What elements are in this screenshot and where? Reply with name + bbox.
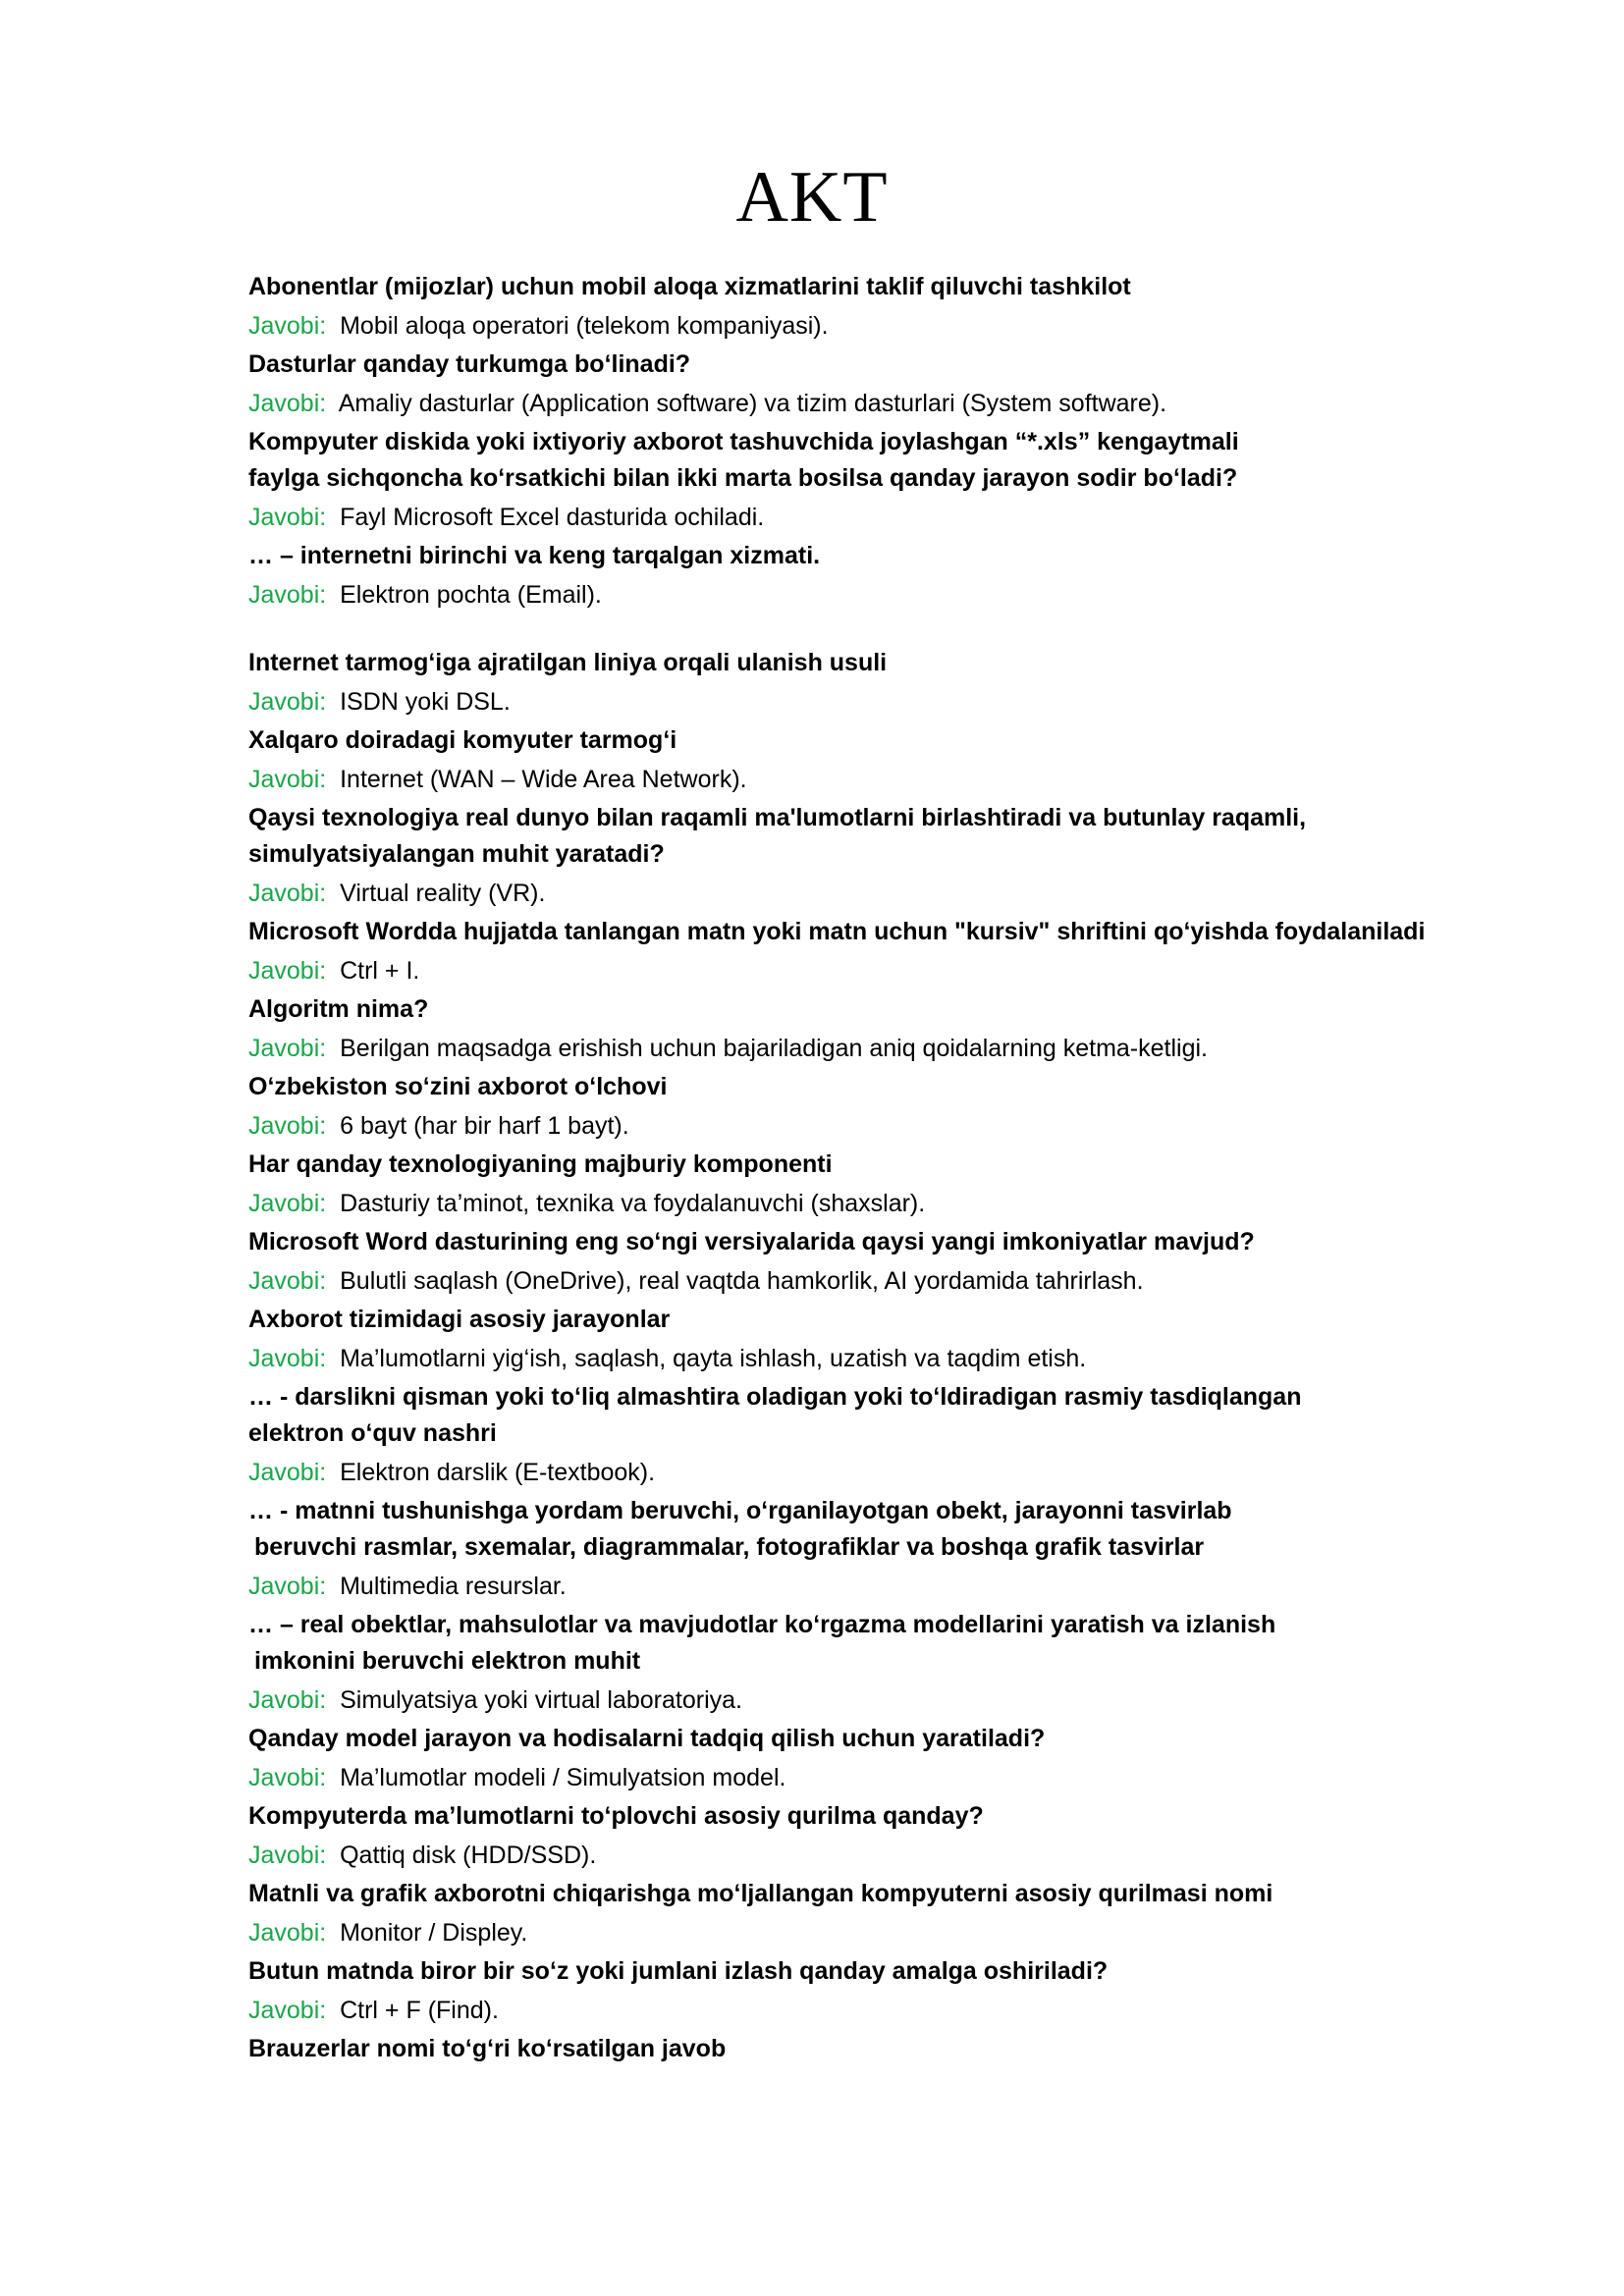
answer-text: Ma’lumotlarni yig‘ish, saqlash, qayta ishlash, uzatish va taqdim etish. bbox=[326, 1345, 1087, 1372]
answer-label: Javobi: bbox=[248, 1997, 327, 2024]
question-line: Qanday model jarayon va hodisalarni tadqiq qilish uchun yaratiladi? bbox=[248, 1725, 1046, 1752]
question bbox=[248, 1379, 1554, 1452]
answer-text: Fayl Microsoft Excel dasturida ochiladi. bbox=[326, 504, 765, 531]
answer bbox=[248, 1680, 1554, 1721]
question-line: Algoritm nima? bbox=[248, 995, 429, 1023]
answer-label: Javobi: bbox=[248, 1190, 327, 1217]
question bbox=[248, 914, 1554, 950]
answer bbox=[248, 1028, 1554, 1069]
question-line: Dasturlar qanday turkumga bo‘linadi? bbox=[248, 350, 691, 378]
answer bbox=[248, 1990, 1554, 2031]
question-line: Butun matnda biror bir so‘z yoki jumlani izlash qanday amalga oshiriladi? bbox=[248, 1957, 1109, 1985]
qa-item bbox=[248, 1379, 1554, 1493]
question-line: Microsoft Word dasturining eng so‘ngi versiyalarida qaysi yangi imkoniyatlar mavjud? bbox=[248, 1228, 1255, 1255]
answer-label: Javobi: bbox=[248, 312, 327, 340]
answer bbox=[248, 759, 1554, 800]
answer-label: Javobi: bbox=[248, 1842, 327, 1869]
question-line: simulyatsiyalangan muhit yaratadi? bbox=[248, 840, 665, 868]
answer-text: Dasturiy ta’minot, texnika va foydalanuvchi (shaxslar). bbox=[326, 1190, 926, 1217]
answer-text: Elektron pochta (Email). bbox=[326, 581, 602, 609]
answer-label: Javobi: bbox=[248, 390, 327, 417]
question-line: Axborot tizimidagi asosiy jarayonlar bbox=[248, 1306, 671, 1333]
question-line: … – internetni birinchi va keng tarqalgan xizmati. bbox=[248, 542, 821, 569]
qa-item bbox=[248, 645, 1554, 722]
answer bbox=[248, 305, 1554, 347]
qa-list bbox=[248, 269, 1554, 2067]
answer-text: Ctrl + F (Find). bbox=[326, 1997, 499, 2024]
question bbox=[248, 1721, 1554, 1757]
question bbox=[248, 1147, 1554, 1183]
qa-item bbox=[248, 1876, 1554, 1953]
answer-label: Javobi: bbox=[248, 1345, 327, 1372]
answer bbox=[248, 681, 1554, 722]
question-line: … – real obektlar, mahsulotlar va mavjudotlar ko‘rgazma modellarini yaratish va izlanish bbox=[248, 1611, 1276, 1638]
question bbox=[248, 1798, 1554, 1835]
question bbox=[248, 347, 1554, 383]
qa-item bbox=[248, 269, 1554, 347]
question-line: Internet tarmog‘iga ajratilgan liniya orqali ulanish usuli bbox=[248, 649, 888, 676]
answer bbox=[248, 1183, 1554, 1224]
question-line: imkonini beruvchi elektron muhit bbox=[254, 1647, 641, 1675]
answer-text: Ctrl + I. bbox=[326, 957, 420, 985]
answer bbox=[248, 1452, 1554, 1493]
qa-item bbox=[248, 424, 1554, 538]
answer-label: Javobi: bbox=[248, 504, 327, 531]
question bbox=[248, 991, 1554, 1028]
answer-label: Javobi: bbox=[248, 1267, 327, 1295]
answer bbox=[248, 497, 1554, 538]
answer-text: Internet (WAN – Wide Area Network). bbox=[326, 766, 747, 793]
qa-item bbox=[248, 800, 1554, 914]
question-line: … - darslikni qisman yoki to‘liq almashtira oladigan yoki to‘ldiradigan rasmiy tasdiqlangan bbox=[248, 1383, 1302, 1411]
question bbox=[248, 1876, 1554, 1912]
question-line: Xalqaro doiradagi komyuter tarmog‘i bbox=[248, 726, 677, 754]
answer-label: Javobi: bbox=[248, 1035, 327, 1062]
answer-text: Ma’lumotlar modeli / Simulyatsion model. bbox=[326, 1764, 786, 1791]
answer-label: Javobi: bbox=[248, 880, 327, 907]
answer bbox=[248, 1338, 1554, 1379]
qa-item bbox=[248, 1493, 1554, 1607]
qa-item bbox=[248, 1069, 1554, 1147]
question-line: Abonentlar (mijozlar) uchun mobil aloqa xizmatlarini taklif qiluvchi tashkilot bbox=[248, 273, 1131, 300]
qa-item bbox=[248, 1224, 1554, 1302]
answer bbox=[248, 383, 1554, 424]
qa-item bbox=[248, 347, 1554, 424]
answer-label: Javobi: bbox=[248, 1573, 327, 1600]
qa-item bbox=[248, 722, 1554, 800]
question bbox=[248, 2031, 1554, 2067]
qa-item bbox=[248, 914, 1554, 991]
qa-item bbox=[248, 538, 1554, 615]
question-line: Kompyuterda ma’lumotlarni to‘plovchi asosiy qurilma qanday? bbox=[248, 1802, 984, 1830]
question-line: beruvchi rasmlar, sxemalar, diagrammalar, fotografiklar va boshqa grafik tasvirlar bbox=[254, 1533, 1205, 1561]
answer-label: Javobi: bbox=[248, 1459, 327, 1486]
answer-text: Virtual reality (VR). bbox=[326, 880, 546, 907]
qa-item bbox=[248, 1953, 1554, 2031]
question bbox=[248, 269, 1554, 305]
qa-item bbox=[248, 1302, 1554, 1379]
question bbox=[248, 538, 1554, 574]
qa-item bbox=[248, 2031, 1554, 2067]
page-title: AKT bbox=[735, 157, 889, 238]
answer-label: Javobi: bbox=[248, 581, 327, 609]
answer-text: Berilgan maqsadga erishish uchun bajariladigan aniq qoidalarning ketma-ketligi. bbox=[326, 1035, 1208, 1062]
answer-label: Javobi: bbox=[248, 1686, 327, 1714]
answer-label: Javobi: bbox=[248, 688, 327, 716]
answer-text: Elektron darslik (E-textbook). bbox=[326, 1459, 656, 1486]
question-line: … - matnni tushunishga yordam beruvchi, o‘rganilayotgan obekt, jarayonni tasvirlab bbox=[248, 1497, 1232, 1524]
answer-text: Monitor / Displey. bbox=[326, 1919, 528, 1947]
answer bbox=[248, 1105, 1554, 1147]
answer-text: ISDN yoki DSL. bbox=[326, 688, 511, 716]
question bbox=[248, 645, 1554, 681]
question bbox=[248, 424, 1554, 497]
question bbox=[248, 1069, 1554, 1105]
question-line: Matnli va grafik axborotni chiqarishga mo‘ljallangan kompyuterni asosiy qurilmasi nomi bbox=[248, 1880, 1273, 1907]
qa-item bbox=[248, 991, 1554, 1069]
answer bbox=[248, 1757, 1554, 1798]
qa-item bbox=[248, 1721, 1554, 1798]
qa-item bbox=[248, 1607, 1554, 1721]
answer-label: Javobi: bbox=[248, 1764, 327, 1791]
question bbox=[248, 1953, 1554, 1990]
question-line: Kompyuter diskida yoki ixtiyoriy axborot tashuvchida joylashgan “*.xls” kengaytmali bbox=[248, 428, 1239, 455]
answer-text: Multimedia resurslar. bbox=[326, 1573, 567, 1600]
answer-text: Simulyatsiya yoki virtual laboratoriya. bbox=[326, 1686, 742, 1714]
answer-text: Qattiq disk (HDD/SSD). bbox=[326, 1842, 597, 1869]
answer-label: Javobi: bbox=[248, 766, 327, 793]
question-line: Brauzerlar nomi to‘g‘ri ko‘rsatilgan javob bbox=[248, 2035, 727, 2062]
answer-text: Amaliy dasturlar (Application software) va tizim dasturlari (System software). bbox=[326, 390, 1167, 417]
answer bbox=[248, 873, 1554, 914]
question-line: elektron o‘quv nashri bbox=[248, 1419, 497, 1447]
answer-label: Javobi: bbox=[248, 1112, 327, 1140]
qa-item bbox=[248, 1147, 1554, 1224]
answer-text: Bulutli saqlash (OneDrive), real vaqtda hamkorlik, AI yordamida tahrirlash. bbox=[326, 1267, 1144, 1295]
answer-label: Javobi: bbox=[248, 1919, 327, 1947]
question bbox=[248, 1607, 1554, 1680]
answer-label: Javobi: bbox=[248, 957, 327, 985]
spacer bbox=[248, 615, 1554, 645]
answer bbox=[248, 1566, 1554, 1607]
qa-item bbox=[248, 1798, 1554, 1876]
question bbox=[248, 1302, 1554, 1338]
question-line: faylga sichqoncha ko‘rsatkichi bilan ikki marta bosilsa qanday jarayon sodir bo‘ladi? bbox=[248, 464, 1238, 492]
question-line: Har qanday texnologiyaning majburiy komponenti bbox=[248, 1150, 833, 1178]
answer bbox=[248, 574, 1554, 615]
answer-text: 6 bayt (har bir harf 1 bayt). bbox=[326, 1112, 629, 1140]
question bbox=[248, 800, 1554, 873]
answer bbox=[248, 1260, 1554, 1302]
question-line: Microsoft Wordda hujjatda tanlangan matn yoki matn uchun "kursiv" shriftini qo‘yishda foydalaniladi bbox=[248, 918, 1426, 945]
question bbox=[248, 1493, 1554, 1566]
question-line: O‘zbekiston so‘zini axborot o‘lchovi bbox=[248, 1073, 668, 1100]
answer bbox=[248, 950, 1554, 991]
answer bbox=[248, 1912, 1554, 1953]
answer-text: Mobil aloqa operatori (telekom kompaniyasi). bbox=[326, 312, 829, 340]
question bbox=[248, 1224, 1554, 1260]
question bbox=[248, 722, 1554, 759]
answer bbox=[248, 1835, 1554, 1876]
question-line: Qaysi texnologiya real dunyo bilan raqamli ma'lumotlarni birlashtiradi va butunlay raqamli, bbox=[248, 804, 1307, 831]
